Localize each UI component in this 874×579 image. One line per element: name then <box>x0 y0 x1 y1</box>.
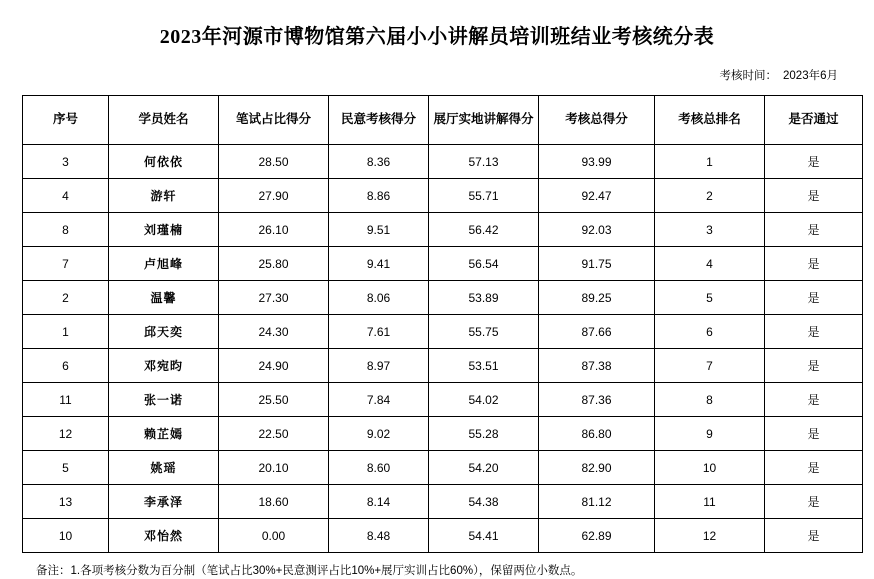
table-row <box>23 519 863 553</box>
cell-rank: 7 <box>655 349 765 383</box>
cell-opinion: 8.06 <box>329 281 429 315</box>
table-row <box>23 451 863 485</box>
column-header-hall: 展厅实地讲解得分 <box>429 96 539 145</box>
cell-hall: 57.13 <box>429 145 539 179</box>
cell-name: 邱天奕 <box>109 315 219 349</box>
table-body <box>23 145 863 553</box>
cell-total: 86.80 <box>539 417 655 451</box>
column-header-pass: 是否通过 <box>765 96 863 145</box>
cell-pass: 是 <box>765 281 863 315</box>
cell-total: 62.89 <box>539 519 655 553</box>
cell-total: 81.12 <box>539 485 655 519</box>
exam-time-row <box>0 67 874 83</box>
cell-rank: 3 <box>655 213 765 247</box>
cell-rank: 2 <box>655 179 765 213</box>
cell-name: 张一诺 <box>109 383 219 417</box>
cell-seq: 10 <box>23 519 109 553</box>
cell-written: 24.90 <box>219 349 329 383</box>
cell-total: 87.38 <box>539 349 655 383</box>
cell-pass: 是 <box>765 179 863 213</box>
table-row <box>23 315 863 349</box>
cell-opinion: 9.41 <box>329 247 429 281</box>
table-header <box>23 96 863 145</box>
cell-seq: 4 <box>23 179 109 213</box>
cell-opinion: 8.14 <box>329 485 429 519</box>
cell-opinion: 9.51 <box>329 213 429 247</box>
cell-name: 何依依 <box>109 145 219 179</box>
cell-seq: 5 <box>23 451 109 485</box>
column-header-rank: 考核总排名 <box>655 96 765 145</box>
cell-hall: 54.02 <box>429 383 539 417</box>
cell-total: 87.66 <box>539 315 655 349</box>
cell-pass: 是 <box>765 247 863 281</box>
column-header-opinion: 民意考核得分 <box>329 96 429 145</box>
cell-hall: 56.42 <box>429 213 539 247</box>
cell-opinion: 7.84 <box>329 383 429 417</box>
cell-name: 温馨 <box>109 281 219 315</box>
cell-pass: 是 <box>765 315 863 349</box>
column-header-total: 考核总得分 <box>539 96 655 145</box>
cell-seq: 7 <box>23 247 109 281</box>
column-header-name: 学员姓名 <box>109 96 219 145</box>
cell-written: 18.60 <box>219 485 329 519</box>
cell-pass: 是 <box>765 383 863 417</box>
footnote: 备注：1.各项考核分数为百分制（笔试占比30%+民意测评占比10%+展厅实训占比60%），保留两位小数点。 <box>36 565 583 577</box>
cell-opinion: 8.60 <box>329 451 429 485</box>
table-row <box>23 179 863 213</box>
cell-total: 89.25 <box>539 281 655 315</box>
cell-written: 25.80 <box>219 247 329 281</box>
table-row <box>23 213 863 247</box>
table-row <box>23 281 863 315</box>
table-row <box>23 485 863 519</box>
cell-written: 0.00 <box>219 519 329 553</box>
cell-seq: 8 <box>23 213 109 247</box>
cell-total: 92.03 <box>539 213 655 247</box>
cell-written: 26.10 <box>219 213 329 247</box>
cell-written: 27.90 <box>219 179 329 213</box>
page-title: 2023年河源市博物馆第六届小小讲解员培训班结业考核统分表 <box>159 26 715 48</box>
cell-hall: 54.41 <box>429 519 539 553</box>
cell-written: 25.50 <box>219 383 329 417</box>
column-header-written: 笔试占比得分 <box>219 96 329 145</box>
cell-written: 27.30 <box>219 281 329 315</box>
table-row <box>23 383 863 417</box>
cell-hall: 56.54 <box>429 247 539 281</box>
table-row <box>23 145 863 179</box>
cell-hall: 55.75 <box>429 315 539 349</box>
cell-written: 28.50 <box>219 145 329 179</box>
cell-pass: 是 <box>765 519 863 553</box>
cell-hall: 53.89 <box>429 281 539 315</box>
cell-name: 卢旭峰 <box>109 247 219 281</box>
cell-total: 93.99 <box>539 145 655 179</box>
cell-hall: 55.28 <box>429 417 539 451</box>
cell-rank: 9 <box>655 417 765 451</box>
cell-pass: 是 <box>765 145 863 179</box>
cell-name: 李承泽 <box>109 485 219 519</box>
cell-hall: 54.38 <box>429 485 539 519</box>
cell-written: 24.30 <box>219 315 329 349</box>
cell-hall: 55.71 <box>429 179 539 213</box>
exam-time-label: 考核时间： <box>719 70 778 82</box>
cell-name: 刘瑾楠 <box>109 213 219 247</box>
cell-hall: 53.51 <box>429 349 539 383</box>
table-header-row <box>23 96 863 145</box>
cell-pass: 是 <box>765 349 863 383</box>
cell-total: 87.36 <box>539 383 655 417</box>
cell-rank: 10 <box>655 451 765 485</box>
cell-seq: 13 <box>23 485 109 519</box>
table-row <box>23 349 863 383</box>
cell-opinion: 8.97 <box>329 349 429 383</box>
cell-seq: 2 <box>23 281 109 315</box>
cell-pass: 是 <box>765 417 863 451</box>
cell-rank: 11 <box>655 485 765 519</box>
cell-pass: 是 <box>765 451 863 485</box>
cell-name: 姚瑶 <box>109 451 219 485</box>
cell-seq: 11 <box>23 383 109 417</box>
cell-name: 游轩 <box>109 179 219 213</box>
cell-rank: 1 <box>655 145 765 179</box>
cell-total: 91.75 <box>539 247 655 281</box>
cell-total: 82.90 <box>539 451 655 485</box>
cell-total: 92.47 <box>539 179 655 213</box>
cell-pass: 是 <box>765 213 863 247</box>
table-row <box>23 247 863 281</box>
cell-pass: 是 <box>765 485 863 519</box>
cell-name: 赖芷嫣 <box>109 417 219 451</box>
cell-seq: 6 <box>23 349 109 383</box>
cell-written: 20.10 <box>219 451 329 485</box>
cell-rank: 4 <box>655 247 765 281</box>
cell-opinion: 7.61 <box>329 315 429 349</box>
cell-rank: 8 <box>655 383 765 417</box>
cell-seq: 12 <box>23 417 109 451</box>
cell-written: 22.50 <box>219 417 329 451</box>
score-table <box>22 95 863 553</box>
cell-opinion: 9.02 <box>329 417 429 451</box>
exam-time-value: 2023年6月 <box>783 70 838 82</box>
cell-rank: 6 <box>655 315 765 349</box>
score-table-wrapper <box>22 95 852 553</box>
cell-seq: 3 <box>23 145 109 179</box>
cell-hall: 54.20 <box>429 451 539 485</box>
cell-rank: 5 <box>655 281 765 315</box>
column-header-seq: 序号 <box>23 96 109 145</box>
cell-name: 邓怡然 <box>109 519 219 553</box>
cell-seq: 1 <box>23 315 109 349</box>
cell-opinion: 8.48 <box>329 519 429 553</box>
cell-opinion: 8.36 <box>329 145 429 179</box>
cell-name: 邓宛昀 <box>109 349 219 383</box>
cell-rank: 12 <box>655 519 765 553</box>
table-row <box>23 417 863 451</box>
cell-opinion: 8.86 <box>329 179 429 213</box>
